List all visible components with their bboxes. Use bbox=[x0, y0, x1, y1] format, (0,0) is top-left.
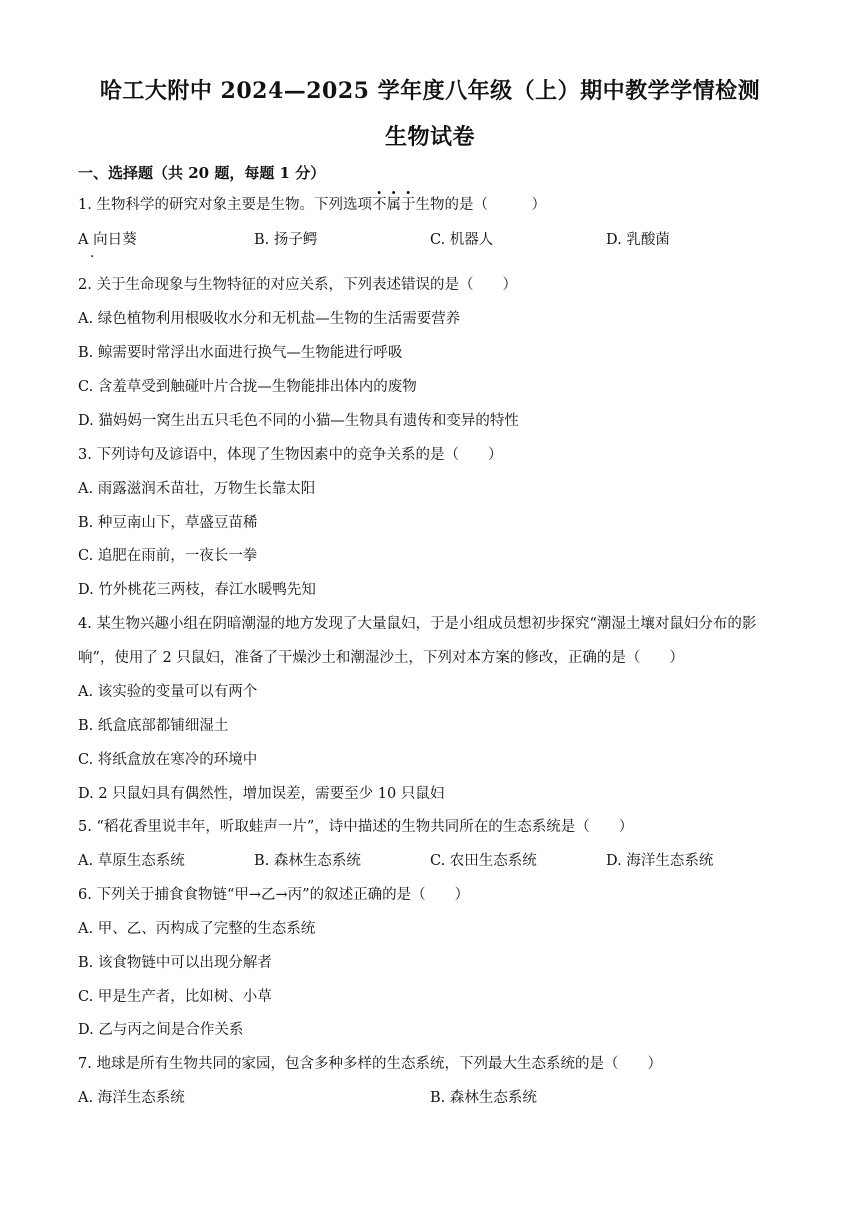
question-5-option-d: D. 海洋生态系统 bbox=[606, 853, 714, 869]
question-3-option-d: D. 竹外桃花三两枝，春江水暖鸭先知 bbox=[78, 582, 316, 598]
question-7-option-b: B. 森林生态系统 bbox=[430, 1090, 537, 1106]
question-1-option-d: D. 乳酸菌 bbox=[606, 232, 670, 248]
question-4-option-b: B. 纸盒底部都铺细湿土 bbox=[78, 718, 229, 734]
question-6-option-a: A. 甲、乙、丙构成了完整的生态系统 bbox=[78, 921, 316, 937]
question-4-stem-line-2: 响”，使用了 2 只鼠妇，准备了干燥沙土和潮湿沙土，下列对本方案的修改，正确的是（ ） bbox=[78, 650, 684, 666]
question-6-option-b: B. 该食物链中可以出现分解者 bbox=[78, 955, 272, 971]
question-7-option-a: A. 海洋生态系统 bbox=[78, 1090, 185, 1106]
question-3-option-a: A. 雨露滋润禾苗壮，万物生长靠太阳 bbox=[78, 481, 316, 497]
question-5-option-a: A. 草原生态系统 bbox=[78, 853, 185, 869]
question-2-option-a: A. 绿色植物利用根吸收水分和无机盐—生物的生活需要营养 bbox=[78, 311, 461, 327]
question-1-option-c: C. 机器人 bbox=[430, 232, 494, 248]
question-3-option-c: C. 追肥在雨前，一夜长一拳 bbox=[78, 548, 258, 564]
question-6-option-c: C. 甲是生产者，比如树、小草 bbox=[78, 989, 272, 1005]
question-3-option-b: B. 种豆南山下，草盛豆苗稀 bbox=[78, 515, 258, 531]
question-4-option-a: A. 该实验的变量可以有两个 bbox=[78, 684, 258, 700]
emphasis-char: 属 bbox=[386, 197, 401, 213]
emphasis-char: 不 bbox=[371, 197, 387, 213]
question-4-option-d: D. 2 只鼠妇具有偶然性，增加误差，需要至少 10 只鼠妇 bbox=[78, 786, 445, 802]
question-2-stem: 2. 关于生命现象与生物特征的对应关系，下列表述错误的是（ ） bbox=[78, 277, 517, 293]
question-1-stem: 1. 生物科学的研究对象主要是生物。下列选项不属于生物的是（ ） bbox=[78, 197, 546, 213]
question-4-option-c: C. 将纸盒放在寒冷的环境中 bbox=[78, 752, 258, 768]
question-6-option-d: D. 乙与丙之间是合作关系 bbox=[78, 1022, 244, 1038]
section-heading: 一、选择题（共 20 题，每题 1 分） bbox=[78, 164, 326, 182]
question-2-option-c: C. 含羞草受到触碰叶片合拢—生物能排出体内的废物 bbox=[78, 379, 417, 395]
question-1-option-a: A 向日葵 bbox=[78, 232, 137, 248]
question-5-option-b: B. 森林生态系统 bbox=[254, 853, 361, 869]
question-2-option-b: B. 鲸需要时常浮出水面进行换气—生物能进行呼吸 bbox=[78, 345, 403, 361]
exam-subtitle: 生物试卷 bbox=[384, 124, 475, 150]
question-1-option-b: B. 扬子鳄 bbox=[254, 232, 318, 248]
emphasis-char: 于 bbox=[400, 197, 416, 213]
question-3-stem: 3. 下列诗句及谚语中，体现了生物因素中的竞争关系的是（ ） bbox=[78, 447, 503, 463]
stray-dot-mark: · bbox=[90, 249, 95, 265]
question-4-stem-line-1: 4. 某生物兴趣小组在阴暗潮湿的地方发现了大量鼠妇，于是小组成员想初步探究“潮湿土壤对鼠妇分布的影 bbox=[78, 616, 757, 632]
question-6-stem: 6. 下列关于捕食食物链“甲→乙→丙”的叙述正确的是（ ） bbox=[78, 887, 470, 903]
exam-title: 哈工大附中 2024—2025 学年度八年级（上）期中教学学情检测 bbox=[99, 78, 761, 104]
question-5-option-c: C. 农田生态系统 bbox=[430, 853, 537, 869]
question-7-stem: 7. 地球是所有生物共同的家园，包含多种多样的生态系统，下列最大生态系统的是（ ） bbox=[78, 1056, 662, 1072]
question-5-stem: 5. “稻花香里说丰年，听取蛙声一片”，诗中描述的生物共同所在的生态系统是（ ） bbox=[78, 819, 634, 835]
question-2-option-d: D. 猫妈妈一窝生出五只毛色不同的小猫—生物具有遗传和变异的特性 bbox=[78, 413, 519, 429]
